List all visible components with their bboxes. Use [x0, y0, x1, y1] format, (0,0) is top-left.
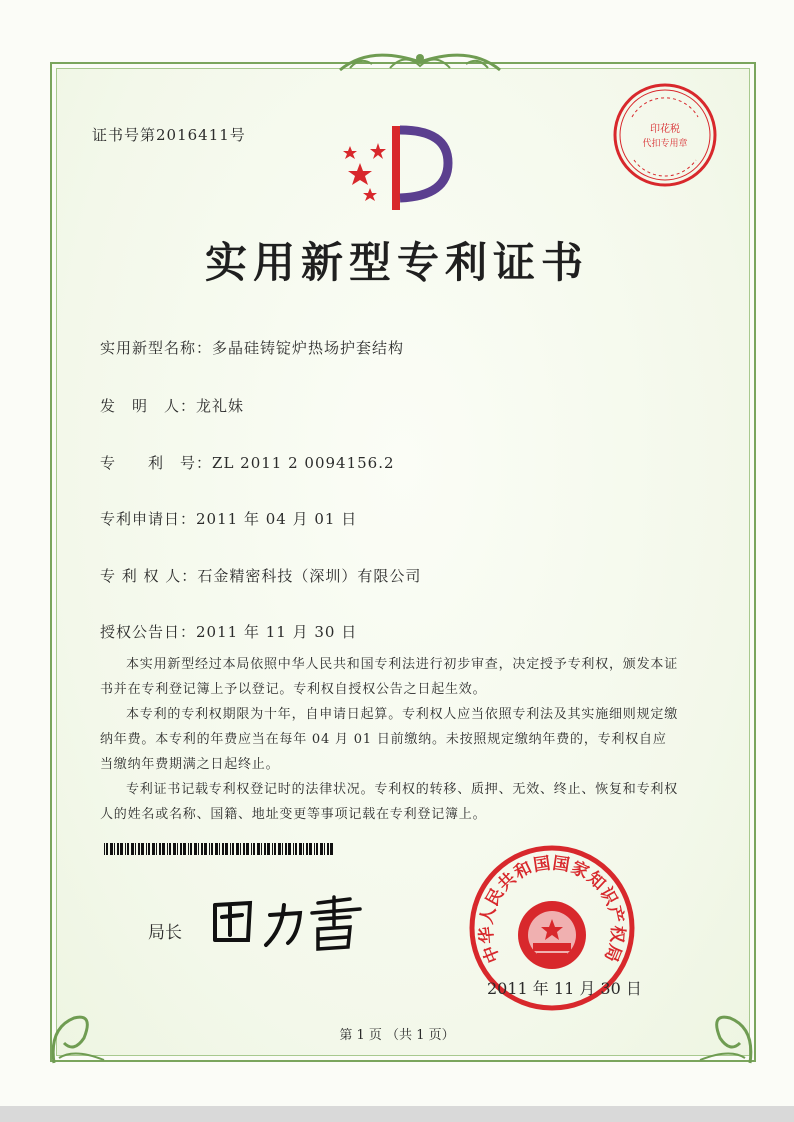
barcode-bar — [156, 843, 157, 855]
barcode-bar — [257, 843, 260, 855]
barcode-bar — [190, 843, 192, 855]
inventor-label: 发 明 人： — [100, 397, 197, 415]
barcode-bar — [131, 843, 134, 855]
barcode-bar — [209, 843, 210, 855]
barcode-bar — [274, 843, 276, 855]
barcode-bar — [251, 843, 252, 855]
scan-edge — [0, 1106, 794, 1122]
barcode-bar — [267, 843, 270, 855]
barcode-bar — [211, 843, 213, 855]
certificate-title: 实用新型专利证书 — [204, 238, 589, 287]
barcode-bar — [117, 843, 119, 855]
barcode-bar — [106, 843, 108, 855]
filing-date-value: 2011 年 04 月 01 日 — [196, 510, 358, 528]
filing-date-label: 专利申请日： — [100, 510, 197, 528]
patent-number-value: ZL 2011 2 0094156.2 — [212, 454, 395, 472]
body-paragraph: 本实用新型经过本局依照中华人民共和国专利法进行初步审查，决定授予专利权，颁发本证书并在专利登记簿上予以登记。专利权自授权公告之日起生效。 — [100, 657, 679, 697]
barcode-bar — [295, 843, 297, 855]
barcode-bar — [110, 843, 113, 855]
patentee-label: 专 利 权 人： — [100, 567, 198, 585]
barcode-bar — [173, 843, 176, 855]
barcode-bar — [167, 843, 168, 855]
barcode-bar — [127, 843, 129, 855]
page-number: 第 1 页 （共 1 页） — [339, 1028, 455, 1043]
barcode-bar — [230, 843, 231, 855]
filing-date-row — [100, 508, 357, 529]
barcode-bar — [169, 843, 171, 855]
barcode-bar — [152, 843, 155, 855]
barcode-bar — [240, 843, 241, 855]
director-signature — [200, 885, 370, 955]
grant-date-value: 2011 年 11 月 30 日 — [196, 623, 358, 641]
barcode-bar — [306, 843, 308, 855]
barcode-bar — [327, 843, 329, 855]
barcode-bar — [194, 843, 197, 855]
barcode-bar — [215, 843, 218, 855]
barcode-bar — [138, 843, 140, 855]
barcode-bar — [222, 843, 224, 855]
patent-office-logo — [330, 118, 460, 218]
barcode-bar — [278, 843, 281, 855]
barcode-bar — [309, 843, 312, 855]
issue-date-stamp: 2011 年 11 月 30 日 — [487, 979, 642, 998]
barcode-bar — [225, 843, 228, 855]
inventor-row — [100, 395, 244, 416]
barcode-bar — [288, 843, 291, 855]
director-label: 局长 — [148, 923, 182, 943]
barcode-bar — [299, 843, 302, 855]
barcode-bar — [330, 843, 333, 855]
barcode-bar — [104, 843, 105, 855]
svg-text:中华人民共和国国家知识产权局: 中华人民共和国国家知识产权局 — [476, 853, 628, 966]
barcode-bar — [141, 843, 144, 855]
barcode-bar — [146, 843, 147, 855]
barcode-bar — [282, 843, 283, 855]
svg-text:印花税: 印花税 — [650, 124, 680, 135]
barcode-bar — [261, 843, 262, 855]
utility-name-label: 实用新型名称： — [100, 339, 213, 357]
barcode-bar — [293, 843, 294, 855]
barcode-bar — [232, 843, 234, 855]
barcode-bar — [253, 843, 255, 855]
barcode-bar — [177, 843, 178, 855]
patent-number-label: 专 利 号： — [100, 454, 213, 472]
barcode-bar — [183, 843, 186, 855]
body-paragraph: 专利证书记载专利权登记时的法律状况。专利权的转移、质押、无效、终止、恢复和专利权人的姓名或名称、国籍、地址变更等事项记载在专利登记簿上。 — [100, 782, 679, 822]
barcode — [104, 843, 334, 855]
patent-number-row — [100, 452, 395, 473]
barcode-bar — [120, 843, 123, 855]
barcode-bar — [246, 843, 249, 855]
certificate-body — [100, 652, 680, 827]
patentee-row — [100, 565, 421, 586]
barcode-bar — [316, 843, 318, 855]
barcode-bar — [198, 843, 199, 855]
barcode-bar — [148, 843, 150, 855]
inventor-value: 龙礼妹 — [196, 397, 245, 415]
barcode-bar — [314, 843, 315, 855]
barcode-bar — [188, 843, 189, 855]
barcode-bar — [204, 843, 207, 855]
barcode-bar — [236, 843, 239, 855]
barcode-bar — [264, 843, 266, 855]
barcode-bar — [135, 843, 136, 855]
certificate-number: 证书号第2016411号 — [92, 126, 246, 144]
grant-date-row — [100, 621, 357, 642]
barcode-bar — [201, 843, 203, 855]
barcode-bar — [324, 843, 325, 855]
tax-seal — [612, 82, 718, 188]
barcode-bar — [303, 843, 304, 855]
barcode-bar — [243, 843, 245, 855]
utility-name-value: 多晶硅铸锭炉热场护套结构 — [212, 339, 405, 357]
barcode-bar — [159, 843, 161, 855]
barcode-bar — [125, 843, 126, 855]
patentee-value: 石金精密科技（深圳）有限公司 — [197, 567, 422, 585]
top-ornament — [330, 40, 510, 80]
barcode-bar — [114, 843, 115, 855]
barcode-bar — [285, 843, 287, 855]
barcode-bar — [162, 843, 165, 855]
barcode-bar — [320, 843, 323, 855]
grant-date-label: 授权公告日： — [100, 623, 197, 641]
svg-text:代扣专用章: 代扣专用章 — [642, 139, 688, 149]
barcode-bar — [219, 843, 220, 855]
utility-name-row — [100, 337, 404, 358]
barcode-bar — [272, 843, 273, 855]
body-paragraph: 本专利的专利权期限为十年，自申请日起算。专利权人应当依照专利法及其实施细则规定缴纳年费。本专利的年费应当在每年 04 月 01 日前缴纳。未按照规定缴纳年费的，专利权自应当缴纳年费期满之日起终止。 — [100, 707, 679, 772]
barcode-bar — [180, 843, 182, 855]
